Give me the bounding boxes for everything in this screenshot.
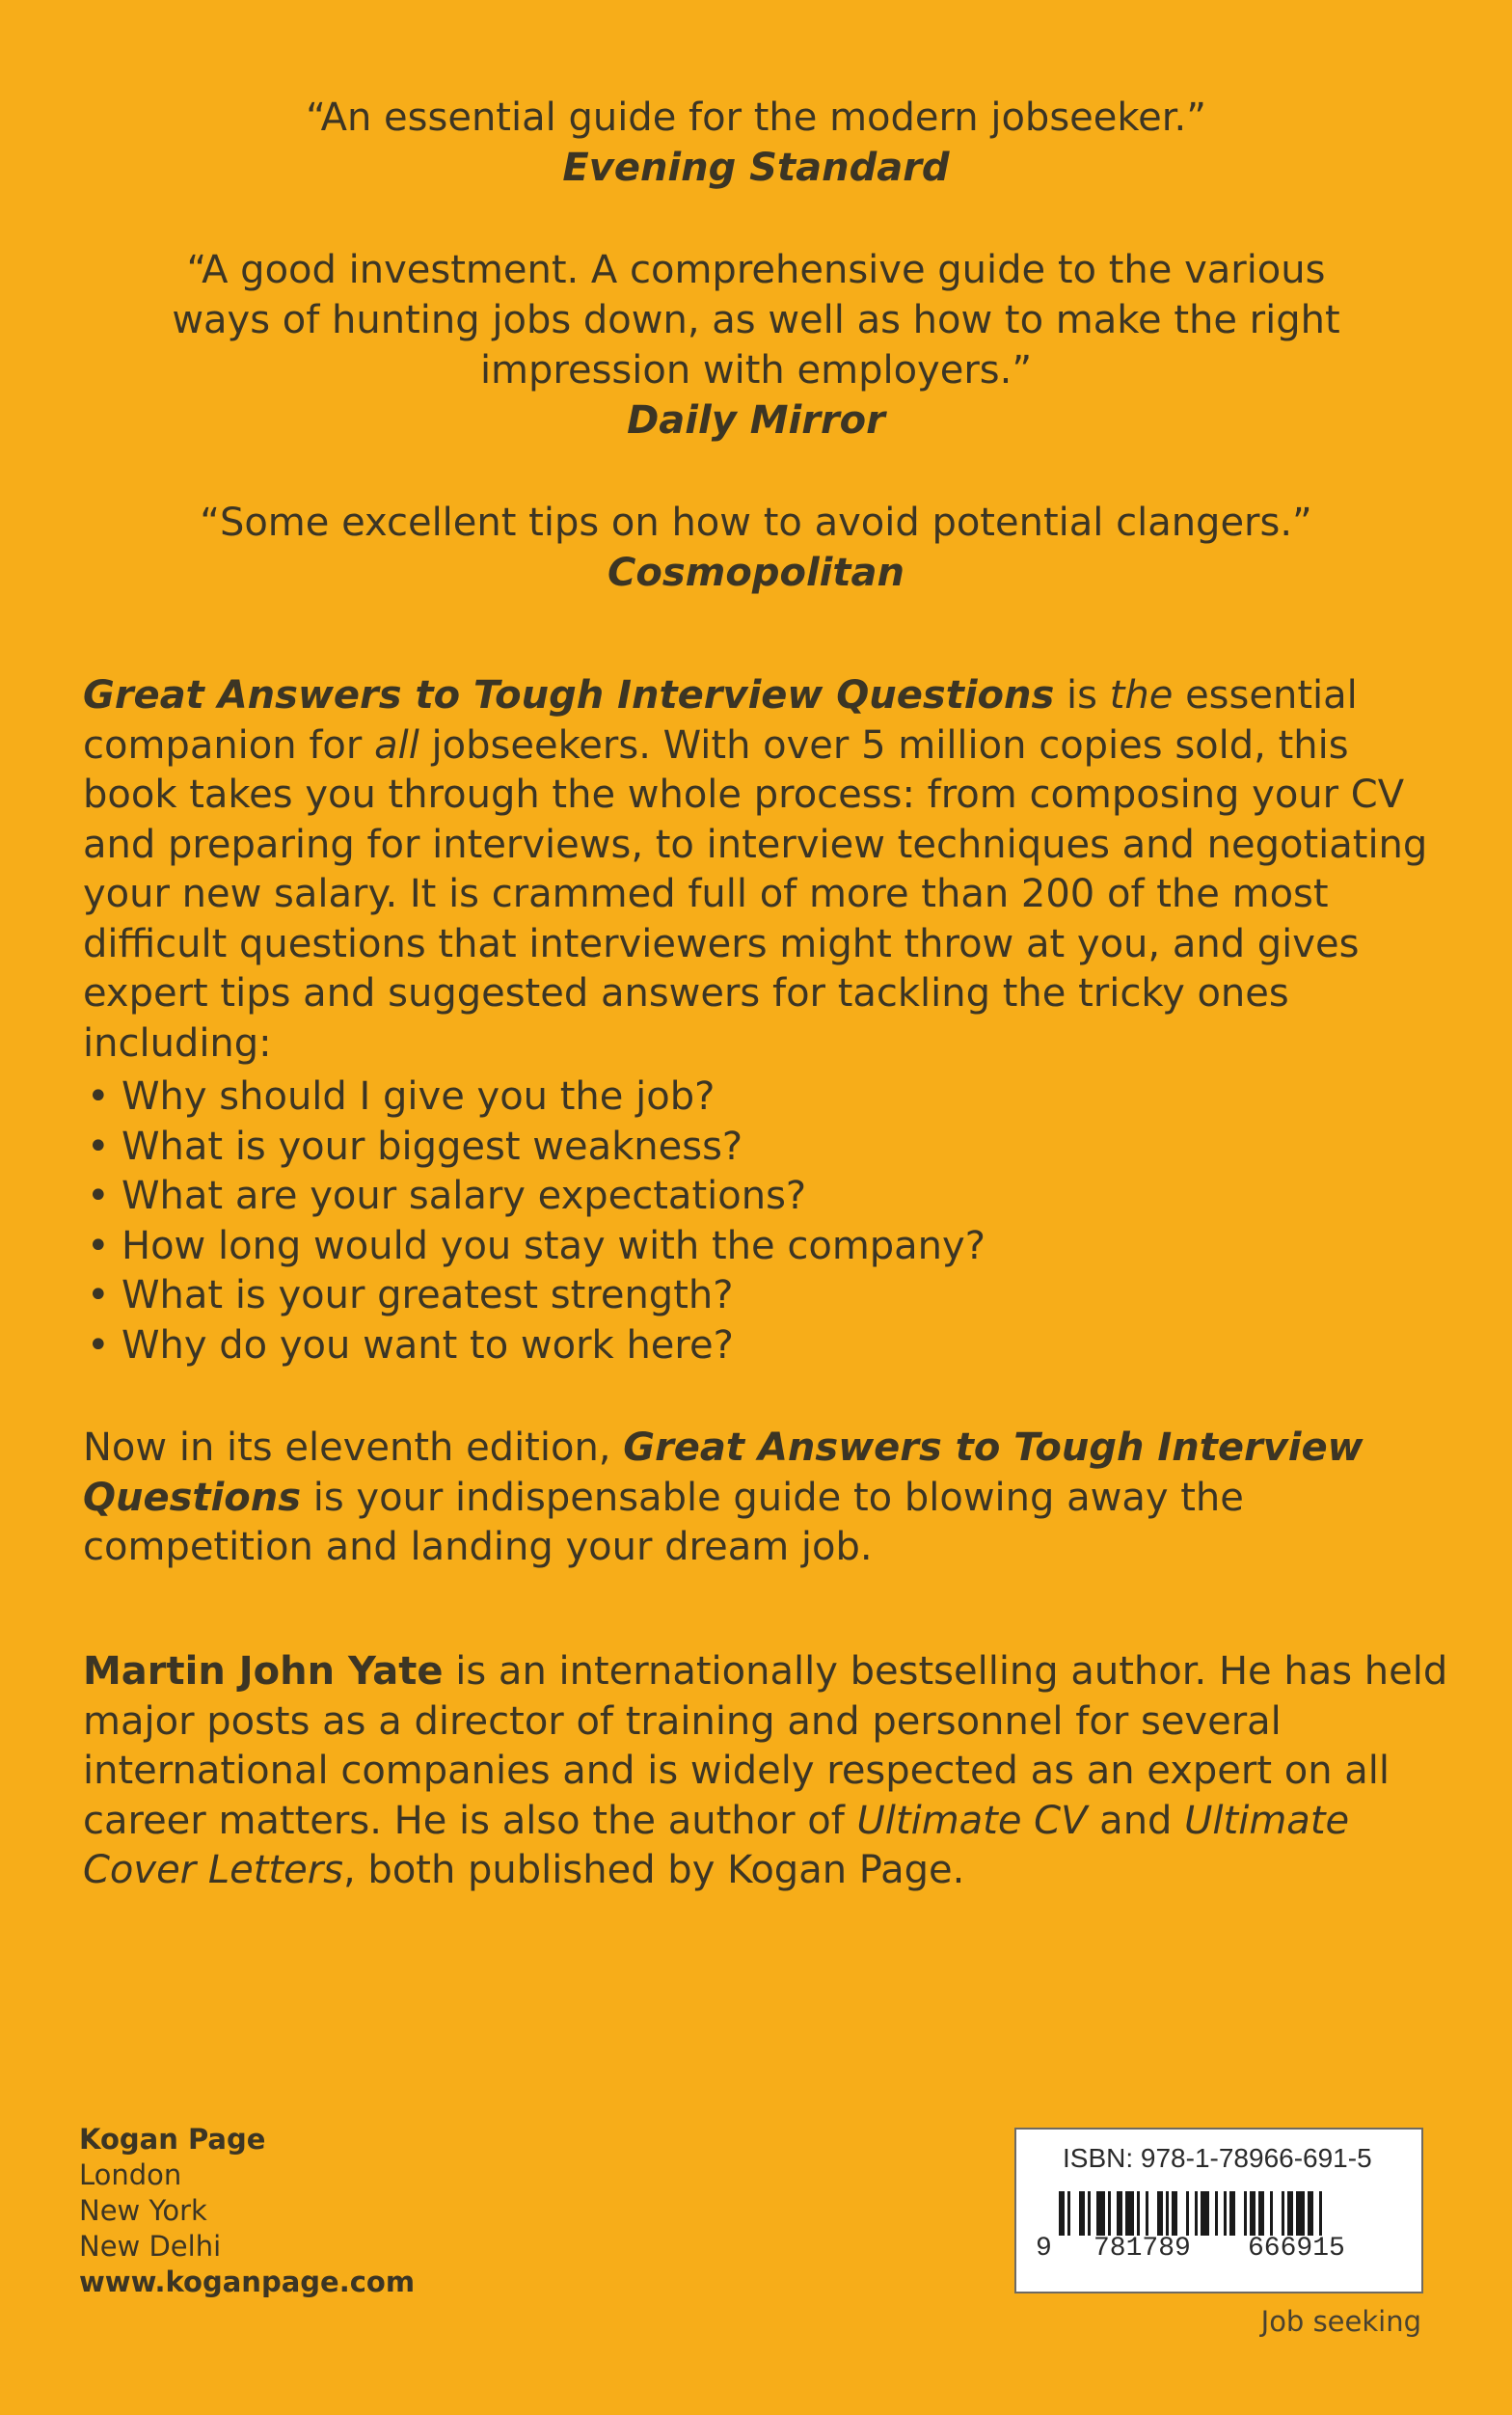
author-name: Martin John Yate bbox=[83, 1649, 444, 1694]
category-label: Job seeking bbox=[1260, 2305, 1421, 2338]
barcode-box bbox=[1014, 2128, 1423, 2293]
author-paragraph bbox=[83, 1647, 1452, 1896]
blurb-paragraph bbox=[83, 671, 1452, 1069]
isbn-text: ISBN: 978-1-78966-691-5 bbox=[1063, 2143, 1372, 2173]
list-item bbox=[83, 1072, 1452, 1123]
list-item bbox=[83, 1123, 1452, 1173]
related-book-title: Ultimate Cover Letters bbox=[83, 1798, 1350, 1892]
list-item bbox=[83, 1172, 1452, 1222]
review-3 bbox=[0, 498, 1512, 598]
bullet-icon: • bbox=[87, 1273, 110, 1317]
question-text: What is your biggest weakness? bbox=[122, 1124, 743, 1169]
question-list bbox=[83, 1072, 1452, 1370]
barcode-digits-left: 781789 bbox=[1094, 2234, 1191, 2264]
question-text: Why should I give you the job? bbox=[122, 1074, 716, 1119]
author-bio: , both published by Kogan Page. bbox=[343, 1848, 965, 1892]
question-text: How long would you stay with the company? bbox=[122, 1223, 986, 1268]
publisher-city: New Delhi bbox=[79, 2230, 222, 2263]
publisher-city: New York bbox=[79, 2194, 207, 2227]
bullet-icon: • bbox=[87, 1124, 110, 1169]
bullet-icon: • bbox=[87, 1223, 110, 1268]
list-item bbox=[83, 1271, 1452, 1321]
review-quote: ways of hunting jobs down, as well as how to make the right bbox=[172, 298, 1340, 342]
review-quote: “An essential guide for the modern jobseeker.” bbox=[306, 95, 1206, 140]
bullet-icon: • bbox=[87, 1322, 110, 1368]
review-quote: “Some excellent tips on how to avoid potential clangers.” bbox=[200, 501, 1312, 545]
review-quote: “A good investment. A comprehensive guide to the various bbox=[186, 248, 1326, 292]
review-2 bbox=[0, 245, 1512, 446]
question-text: What are your salary expectations? bbox=[122, 1174, 807, 1218]
list-item bbox=[83, 1321, 1452, 1371]
bullet-icon: • bbox=[87, 1074, 110, 1119]
review-source: Daily Mirror bbox=[627, 398, 885, 443]
blurb-text: is bbox=[1054, 673, 1110, 718]
edition-paragraph bbox=[83, 1424, 1452, 1573]
question-text: Why do you want to work here? bbox=[122, 1322, 734, 1368]
publisher-city: London bbox=[79, 2158, 182, 2191]
blurb-text: essential companion for bbox=[83, 673, 1358, 768]
edition-text: is your indispensable guide to blowing away the competition and landing your dream job. bbox=[83, 1475, 1244, 1569]
question-text: What is your greatest strength? bbox=[122, 1273, 734, 1317]
review-source: Evening Standard bbox=[562, 146, 950, 190]
blurb-emphasis: the bbox=[1109, 673, 1174, 718]
edition-text: Now in its eleventh edition, bbox=[83, 1425, 624, 1470]
publisher-info bbox=[79, 2122, 415, 2300]
blurb-text: jobseekers. With over 5 million copies sold, this book takes you through the whole process: from composing your CV and preparing for interviews, to interview techniques and negotiating your new salary. It is crammed full of more than 200 of the most difficult questions that interviewers might throw at you, and gives expert tips and suggested answers for tackling the tricky ones including: bbox=[83, 722, 1428, 1066]
bullet-icon: • bbox=[87, 1174, 110, 1218]
related-book-title: Ultimate CV bbox=[856, 1798, 1088, 1843]
publisher-name: Kogan Page bbox=[79, 2123, 266, 2156]
review-source: Cosmopolitan bbox=[608, 551, 904, 595]
list-item bbox=[83, 1222, 1452, 1272]
review-quote: impression with employers.” bbox=[479, 348, 1033, 393]
barcode-digits-right: 666915 bbox=[1248, 2234, 1345, 2264]
author-bio: is an internationally bestselling author. He has held major posts as a director of training and personnel for several international companies and is widely respected as an expert on all career matters. He is also the author of bbox=[83, 1649, 1448, 1843]
book-title: Great Answers to Tough Interview Questions bbox=[83, 673, 1055, 718]
author-bio: and bbox=[1087, 1798, 1185, 1843]
book-title: Great Answers to Tough Interview Questions bbox=[83, 1425, 1364, 1520]
barcode-digit-lead: 9 bbox=[1036, 2234, 1052, 2264]
review-1 bbox=[0, 93, 1512, 193]
publisher-url: www.koganpage.com bbox=[79, 2266, 416, 2298]
blurb-emphasis: all bbox=[374, 722, 419, 768]
